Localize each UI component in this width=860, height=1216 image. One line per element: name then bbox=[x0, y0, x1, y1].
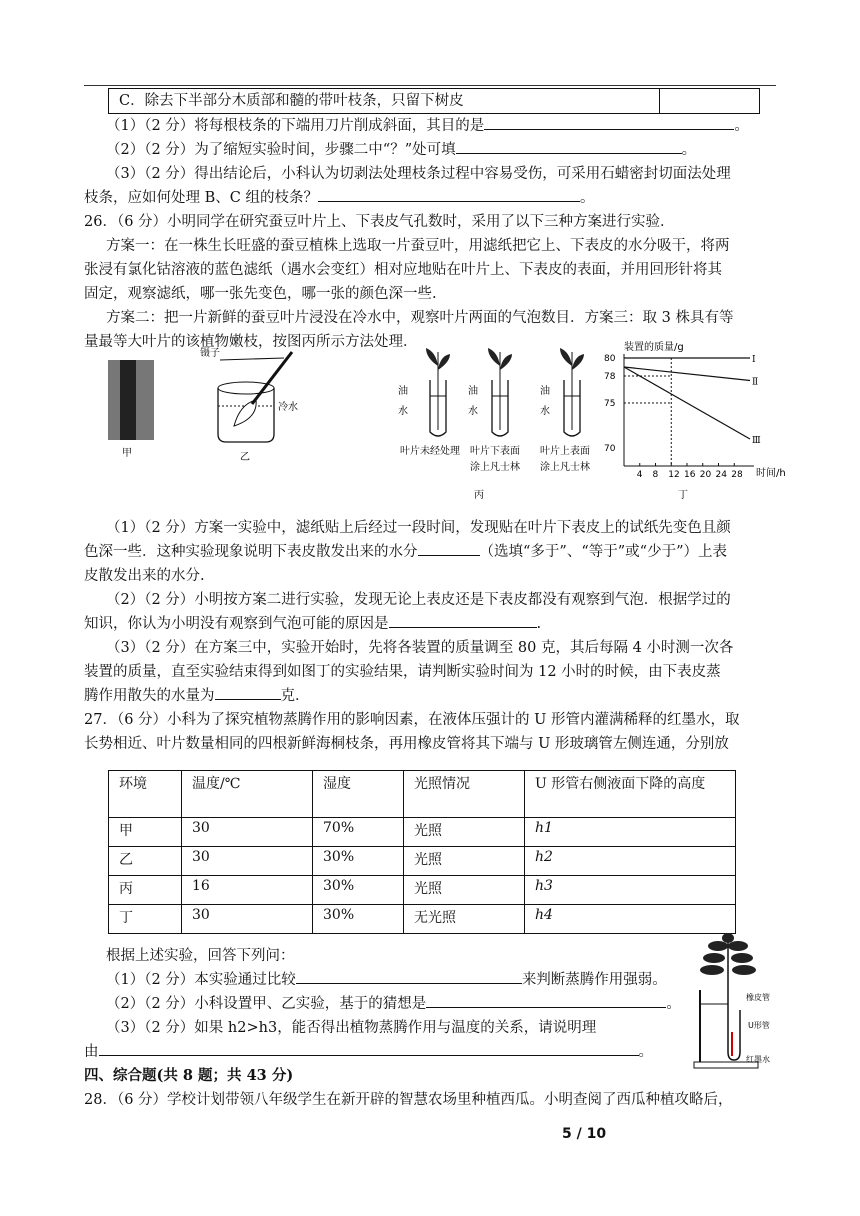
page-number: 5 / 10 bbox=[562, 1126, 607, 1142]
label-ding: 丁 bbox=[678, 490, 688, 500]
chart-x-tick-label: 24 bbox=[715, 470, 727, 480]
chart-x-tick-label: 16 bbox=[684, 470, 696, 480]
answer-blank[interactable] bbox=[215, 684, 281, 700]
q27-heading-1: 27．（6 分）小科为了探究植物蒸腾作用的影响因素，在液体压强计的 U 形管内灌满稀释的红墨水，取 bbox=[84, 712, 740, 728]
chart-x-tick-label: 8 bbox=[652, 470, 659, 480]
experiment-table bbox=[108, 770, 736, 934]
table-row: 甲 30 70% 光照 h1 bbox=[109, 818, 736, 847]
q28-heading: 28．（6 分）学校计划带领八年级学生在新开辟的智慧农场里种植西瓜。小明查阅了西瓜种植攻略后， bbox=[84, 1092, 733, 1108]
q26-sub3c: 腾作用散失的水量为 克． bbox=[84, 684, 784, 708]
q26-heading: 26．（6 分）小明同学在研究蚕豆叶片上、下表皮气孔数时，采用了以下三种方案进行实验． bbox=[84, 214, 675, 230]
label-bing: 丙 bbox=[474, 490, 484, 500]
label-yi: 乙 bbox=[240, 452, 250, 463]
svg-text:水: 水 bbox=[398, 406, 408, 417]
tweezers-icon bbox=[252, 352, 292, 404]
q26-sub2b: 知识，你认为小明没有观察到气泡可能的原因是 . bbox=[84, 612, 784, 636]
u-tube bbox=[728, 992, 740, 1060]
q25-sub1: （1）（2 分）将每根枝条的下端用刀片削成斜面，其目的是 。 bbox=[84, 114, 806, 138]
q26-plan2-line2: 量最等大叶片的该植物嫩枝，按图丙所示方法处理． bbox=[84, 334, 418, 350]
figure-jia bbox=[100, 352, 160, 462]
top-rule bbox=[84, 85, 776, 86]
figure-bing bbox=[396, 340, 606, 500]
table-row-c bbox=[108, 88, 760, 114]
svg-text:水: 水 bbox=[540, 406, 550, 417]
label-red-ink: 红墨水 bbox=[746, 1055, 770, 1064]
answer-blank[interactable] bbox=[389, 612, 537, 628]
chart-x-tick-label: 20 bbox=[699, 470, 712, 480]
label-cold-water: 冷水 bbox=[278, 402, 298, 413]
tube2-caption-1: 叶片下表面 bbox=[470, 446, 520, 457]
tube2-caption-2: 涂上凡士林 bbox=[470, 462, 520, 473]
tube-3 bbox=[540, 348, 590, 473]
q26-sub3b: 装置的质量，直至实验结束得到如图丁的实验结果，请判断实验时间为 12 小时的时候，由下表皮蒸 bbox=[84, 664, 721, 680]
q26-plan1-line3: 固定，观察滤纸，哪一张先变色，哪一张的颜色深一些. bbox=[84, 286, 437, 302]
chart-x-label: 时间/h bbox=[756, 468, 786, 479]
q27-sub2: （2）（2 分）小科设置甲、乙实验，基于的猜想是 。 bbox=[84, 992, 806, 1016]
chart-series-label: Ⅲ bbox=[752, 436, 761, 446]
label-tweezers: 镊子 bbox=[200, 348, 220, 359]
answer-blank[interactable] bbox=[484, 114, 734, 130]
q26-plan1-line2: 张浸有氯化钴溶液的蓝色滤纸（遇水会变红）相对应地贴在叶片上、下表皮的表面，并用回形针将其 bbox=[84, 262, 722, 278]
answer-blank[interactable] bbox=[318, 186, 580, 202]
tube3-caption-1: 叶片上表面 bbox=[540, 446, 590, 457]
chart-y-tick-label: 80 bbox=[604, 354, 616, 364]
q27-sub1: （1）（2 分）本实验通过比较 来判断蒸腾作用强弱。 bbox=[84, 968, 806, 992]
q27-sub3b: 由 。 bbox=[84, 1040, 784, 1064]
q26-sub1b: 色深一些．这种实验现象说明下表皮散发出来的水分 （选填“多于”、“等于”或“少于”）上表 bbox=[84, 540, 784, 564]
q26-plan1-line1: 方案一：在一株生长旺盛的蚕豆植株上选取一片蚕豆叶，用滤纸把它上、下表皮的水分吸干，将两 bbox=[106, 238, 730, 254]
chart-series-label: Ⅱ bbox=[752, 377, 759, 388]
q26-sub3a: （3）（2 分）在方案三中，实验开始时，先将各装置的质量调至 80 克，其后每隔 4 小时测一次各 bbox=[106, 640, 734, 656]
answer-blank[interactable] bbox=[426, 992, 666, 1008]
tube1-caption: 叶片未经处理 bbox=[400, 446, 460, 457]
q26-sub2a: （2）（2 分）小明按方案二进行实验，发现无论上表皮还是下表皮都没有观察到气泡．根据学过的 bbox=[106, 592, 731, 608]
figure-apparatus bbox=[688, 932, 784, 1070]
svg-text:水: 水 bbox=[468, 406, 478, 417]
table-row: 丙 16 30% 光照 h3 bbox=[109, 876, 736, 905]
row-c-text: C．除去下半部分木质部和髓的带叶枝条，只留下树皮 bbox=[109, 89, 660, 113]
chart-y-tick-label: 70 bbox=[604, 444, 616, 454]
chart-x-tick-label: 4 bbox=[636, 470, 643, 480]
chart-y-tick-label: 75 bbox=[604, 399, 616, 409]
svg-text:油: 油 bbox=[398, 386, 408, 397]
answer-blank[interactable] bbox=[418, 540, 480, 556]
chart-series-label: Ⅰ bbox=[752, 355, 756, 365]
q25-sub2: （2）（2 分）为了缩短实验时间，步骤二中“？”处可填 。 bbox=[84, 138, 806, 162]
figure-yi bbox=[196, 344, 316, 464]
table-row: 丁 30 30% 无光照 h4 bbox=[109, 905, 736, 934]
tube3-caption-2: 涂上凡士林 bbox=[540, 462, 590, 473]
table-row: 乙 30 30% 光照 h2 bbox=[109, 847, 736, 876]
chart-x-tick-label: 28 bbox=[731, 470, 743, 480]
chart-ding bbox=[600, 340, 790, 500]
q26-sub1a: （1）（2 分）方案一实验中，滤纸贴上后经过一段时间，发现贴在叶片下表皮上的试纸先变色且颜 bbox=[106, 520, 731, 536]
q25-sub3a: （3）（2 分）得出结论后，小科认为切剥法处理枝条过程中容易受伤，可采用石蜡密封切面法处理 bbox=[106, 166, 731, 182]
tube-2 bbox=[468, 348, 520, 473]
leaf-strip bbox=[120, 360, 136, 440]
svg-text:油: 油 bbox=[540, 386, 550, 397]
q26-sub1c: 皮散发出来的水分. bbox=[84, 568, 205, 584]
chart-title: 装置的质量/g bbox=[624, 342, 684, 353]
q27-sub3a: （3）（2 分）如果 h2>h3，能否得出植物蒸腾作用与温度的关系，请说明理 bbox=[106, 1020, 597, 1036]
label-rubber-tube: 橡皮管 bbox=[746, 993, 770, 1002]
chart-series-line bbox=[624, 367, 750, 439]
answer-blank[interactable] bbox=[99, 1040, 639, 1056]
q25-sub3b: 枝条，应如何处理 B、C 组的枝条？ 。 bbox=[84, 186, 784, 210]
answer-blank[interactable] bbox=[456, 138, 682, 154]
answer-blank[interactable] bbox=[296, 968, 522, 984]
svg-text:油: 油 bbox=[468, 386, 478, 397]
chart-y-tick-label: 78 bbox=[604, 372, 616, 382]
label-jia: 甲 bbox=[122, 448, 132, 459]
label-u-tube: U形管 bbox=[748, 1021, 770, 1030]
section-heading: 四、综合题(共 8 题；共 43 分) bbox=[84, 1067, 294, 1084]
table-header-row: 环境 温度/℃ 湿度 光照情况 U 形管右侧液面下降的高度 bbox=[109, 771, 736, 818]
q26-plan2-line1: 方案二：把一片新鲜的蚕豆叶片浸没在冷水中，观察叶片两面的气泡数目．方案三：取 3 株具有等 bbox=[106, 310, 734, 326]
q27-heading-2: 长势相近、叶片数量相同的四根新鲜海桐枝条，再用橡皮管将其下端与 U 形玻璃管左侧连通，分别放 bbox=[84, 736, 729, 752]
chart-x-tick-label: 12 bbox=[668, 470, 680, 480]
tube-1 bbox=[398, 348, 460, 457]
q27-lead: 根据上述实验，回答下列问： bbox=[106, 948, 295, 964]
